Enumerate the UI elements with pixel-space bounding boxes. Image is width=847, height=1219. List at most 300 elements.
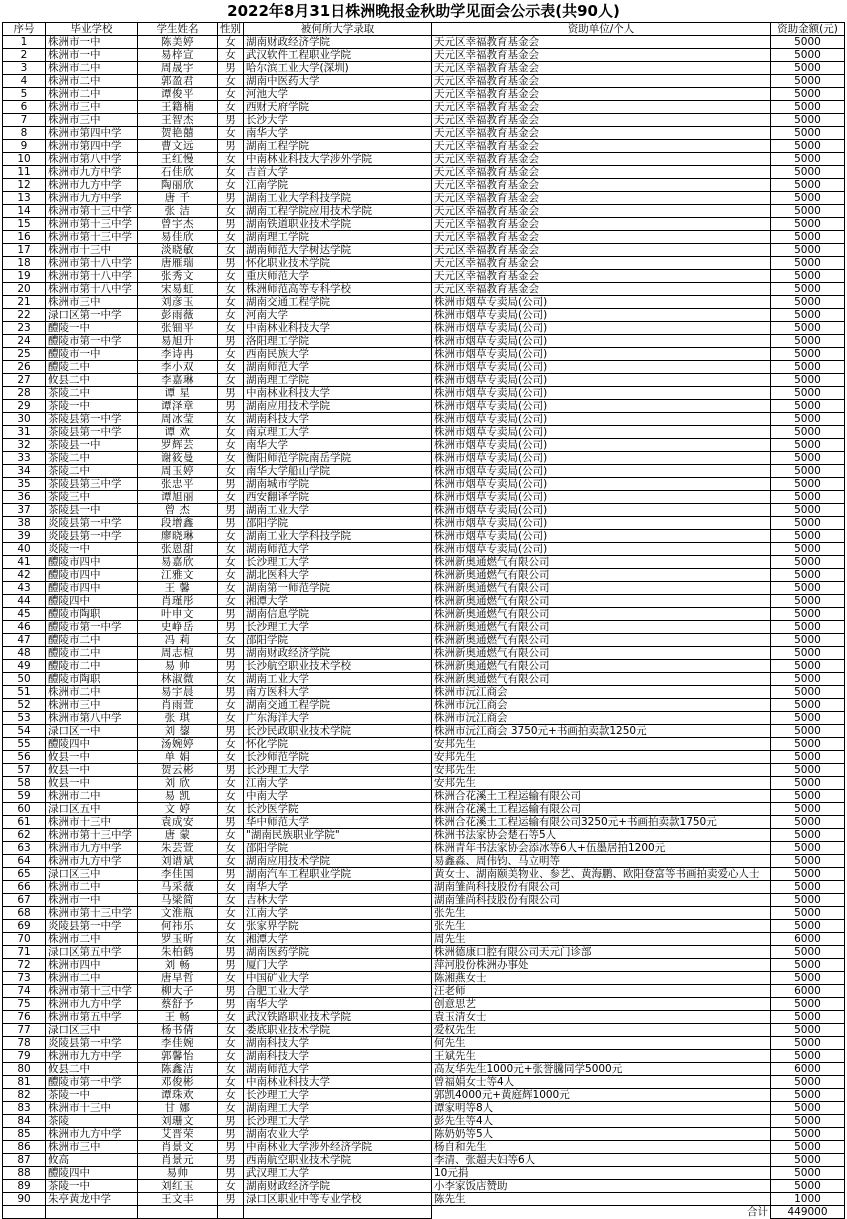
table-row xyxy=(3,205,845,218)
cell-amount: 5000 xyxy=(771,192,845,205)
cell-university: 长沙大学 xyxy=(244,114,432,127)
cell-school: 渌口区第一中学 xyxy=(46,309,138,322)
cell-donor: 株洲合花溪土工程运输有限公司3250元+书画拍卖款1750元 xyxy=(432,816,771,829)
cell-idx: 21 xyxy=(3,296,46,309)
cell-university: 怀化职业技术学院 xyxy=(244,257,432,270)
cell-gender: 女 xyxy=(218,933,244,946)
cell-amount: 5000 xyxy=(771,998,845,1011)
cell-idx: 48 xyxy=(3,647,46,660)
table-row xyxy=(3,1089,845,1102)
cell-gender: 女 xyxy=(218,153,244,166)
cell-idx: 14 xyxy=(3,205,46,218)
cell-school: 株洲市十三中 xyxy=(46,1102,138,1115)
cell-gender: 女 xyxy=(218,972,244,985)
cell-school: 株洲市第十三中学 xyxy=(46,205,138,218)
cell-student-name: 张秀文 xyxy=(138,270,218,283)
cell-idx: 89 xyxy=(3,1180,46,1193)
total-blank xyxy=(3,1206,46,1219)
cell-gender: 女 xyxy=(218,751,244,764)
cell-donor: 安邦先生 xyxy=(432,764,771,777)
cell-donor: 天元区幸福教育基金会 xyxy=(432,270,771,283)
cell-amount: 5000 xyxy=(771,803,845,816)
table-row xyxy=(3,530,845,543)
cell-idx: 60 xyxy=(3,803,46,816)
cell-university: 南华大学 xyxy=(244,439,432,452)
cell-university: 西安翻译学院 xyxy=(244,491,432,504)
cell-school: 茶陵县第一中学 xyxy=(46,426,138,439)
cell-university: 湖南师范大学 xyxy=(244,543,432,556)
table-row xyxy=(3,608,845,621)
cell-amount: 5000 xyxy=(771,530,845,543)
cell-university: 南华大学 xyxy=(244,127,432,140)
table-row xyxy=(3,231,845,244)
cell-amount: 5000 xyxy=(771,621,845,634)
cell-amount: 5000 xyxy=(771,1167,845,1180)
cell-student-name: 郭馨怡 xyxy=(138,1050,218,1063)
cell-amount: 5000 xyxy=(771,127,845,140)
table-row xyxy=(3,400,845,413)
cell-university: 中南林业科技大学涉外学院 xyxy=(244,153,432,166)
cell-university: 湖南财政经济学院 xyxy=(244,36,432,49)
cell-amount: 5000 xyxy=(771,868,845,881)
cell-amount: 5000 xyxy=(771,972,845,985)
cell-university: 江南大学 xyxy=(244,777,432,790)
cell-school: 株洲市二中 xyxy=(46,972,138,985)
cell-student-name: 朱芸萱 xyxy=(138,842,218,855)
cell-idx: 37 xyxy=(3,504,46,517)
cell-school: 炎陵县第一中学 xyxy=(46,1037,138,1050)
cell-gender: 男 xyxy=(218,1141,244,1154)
cell-student-name: 易帅 xyxy=(138,1167,218,1180)
cell-donor: 株洲市烟草专卖局(公司) xyxy=(432,374,771,387)
cell-university: 湖南应用技术学院 xyxy=(244,400,432,413)
table-row xyxy=(3,881,845,894)
cell-amount: 5000 xyxy=(771,1141,845,1154)
cell-school: 炎陵县第一中学 xyxy=(46,920,138,933)
cell-gender: 女 xyxy=(218,296,244,309)
cell-gender: 男 xyxy=(218,62,244,75)
cell-idx: 22 xyxy=(3,309,46,322)
cell-university: 厦门大学 xyxy=(244,959,432,972)
cell-university: 长沙理工大学 xyxy=(244,621,432,634)
cell-gender: 女 xyxy=(218,777,244,790)
cell-university: 中南林业科技大学 xyxy=(244,1076,432,1089)
cell-idx: 15 xyxy=(3,218,46,231)
cell-university: 湖南信息学院 xyxy=(244,608,432,621)
cell-university: 长沙医学院 xyxy=(244,803,432,816)
cell-donor: 天元区幸福教育基金会 xyxy=(432,244,771,257)
cell-university: 湘潭大学 xyxy=(244,595,432,608)
cell-university: 江南大学 xyxy=(244,907,432,920)
cell-amount: 5000 xyxy=(771,374,845,387)
cell-student-name: 唐早哲 xyxy=(138,972,218,985)
cell-gender: 男 xyxy=(218,335,244,348)
cell-university: 湖南科技大学 xyxy=(244,413,432,426)
cell-amount: 5000 xyxy=(771,439,845,452)
cell-school: 株洲市三中 xyxy=(46,1141,138,1154)
cell-idx: 43 xyxy=(3,582,46,595)
cell-donor: 谭家明等8人 xyxy=(432,1102,771,1115)
cell-idx: 87 xyxy=(3,1154,46,1167)
cell-student-name: 陈鑫洁 xyxy=(138,1063,218,1076)
cell-amount: 5000 xyxy=(771,179,845,192)
table-row xyxy=(3,959,845,972)
cell-university: 渌口区职业中等专业学校 xyxy=(244,1193,432,1206)
cell-idx: 84 xyxy=(3,1115,46,1128)
cell-school: 朱亭黄龙中学 xyxy=(46,1193,138,1206)
cell-gender: 男 xyxy=(218,764,244,777)
cell-gender: 女 xyxy=(218,569,244,582)
cell-amount: 5000 xyxy=(771,569,845,582)
cell-university: "湖南民族职业学院" xyxy=(244,829,432,842)
cell-school: 株洲市二中 xyxy=(46,88,138,101)
table-row xyxy=(3,985,845,998)
cell-student-name: 淡晓敏 xyxy=(138,244,218,257)
cell-donor: 天元区幸福教育基金会 xyxy=(432,75,771,88)
cell-amount: 5000 xyxy=(771,829,845,842)
cell-idx: 12 xyxy=(3,179,46,192)
cell-gender: 女 xyxy=(218,738,244,751)
header-name: 学生姓名 xyxy=(138,23,218,36)
cell-gender: 女 xyxy=(218,348,244,361)
cell-student-name: 李佳婉 xyxy=(138,1037,218,1050)
table-row xyxy=(3,712,845,725)
cell-donor: 天元区幸福教育基金会 xyxy=(432,192,771,205)
cell-student-name: 易旭升 xyxy=(138,335,218,348)
table-row xyxy=(3,751,845,764)
cell-idx: 30 xyxy=(3,413,46,426)
cell-school: 株洲市一中 xyxy=(46,49,138,62)
cell-student-name: 谢筱曼 xyxy=(138,452,218,465)
total-blank xyxy=(138,1206,218,1219)
cell-university: 湖南工业大学 xyxy=(244,673,432,686)
cell-university: 江南学院 xyxy=(244,179,432,192)
cell-donor: 陈奶奶等5人 xyxy=(432,1128,771,1141)
cell-student-name: 段增鑫 xyxy=(138,517,218,530)
cell-idx: 31 xyxy=(3,426,46,439)
cell-amount: 5000 xyxy=(771,842,845,855)
cell-donor: 株洲市烟草专卖局(公司) xyxy=(432,491,771,504)
cell-school: 株洲市第四中学 xyxy=(46,127,138,140)
cell-university: 湖南工程学院 xyxy=(244,140,432,153)
cell-donor: 湖南雏尚科技股份有限公司 xyxy=(432,894,771,907)
cell-student-name: 林淑微 xyxy=(138,673,218,686)
table-row xyxy=(3,36,845,49)
cell-gender: 男 xyxy=(218,946,244,959)
table-row xyxy=(3,907,845,920)
cell-school: 株洲市第五中学 xyxy=(46,1011,138,1024)
cell-gender: 女 xyxy=(218,881,244,894)
total-row xyxy=(3,1206,845,1219)
cell-amount: 5000 xyxy=(771,504,845,517)
cell-university: 长沙理工大学 xyxy=(244,764,432,777)
table-row xyxy=(3,764,845,777)
cell-school: 攸县二中 xyxy=(46,1063,138,1076)
cell-idx: 72 xyxy=(3,959,46,972)
header-university: 被何所大学录取 xyxy=(244,23,432,36)
cell-school: 渌口区第五中学 xyxy=(46,946,138,959)
cell-gender: 男 xyxy=(218,868,244,881)
cell-student-name: 曹文远 xyxy=(138,140,218,153)
cell-university: 湖南工程学院应用技术学院 xyxy=(244,205,432,218)
cell-amount: 5000 xyxy=(771,556,845,569)
cell-university: 中南大学 xyxy=(244,790,432,803)
cell-amount: 5000 xyxy=(771,296,845,309)
cell-university: 武汉软件工程职业学院 xyxy=(244,49,432,62)
cell-school: 株洲市四中 xyxy=(46,959,138,972)
cell-student-name: 彭雨薇 xyxy=(138,309,218,322)
cell-university: 长沙民政职业技术学院 xyxy=(244,725,432,738)
cell-university: 湖南师范大学 xyxy=(244,1063,432,1076)
cell-student-name: 肖景文 xyxy=(138,1141,218,1154)
cell-school: 茶陵县第三中学 xyxy=(46,478,138,491)
cell-gender: 女 xyxy=(218,36,244,49)
table-row xyxy=(3,153,845,166)
cell-amount: 5000 xyxy=(771,1180,845,1193)
cell-donor: 陈先生 xyxy=(432,1193,771,1206)
cell-university: 合肥工业大学 xyxy=(244,985,432,998)
cell-idx: 68 xyxy=(3,907,46,920)
cell-donor: 天元区幸福教育基金会 xyxy=(432,218,771,231)
cell-school: 株洲市第八中学 xyxy=(46,712,138,725)
cell-gender: 女 xyxy=(218,1037,244,1050)
cell-donor: 何先生 xyxy=(432,1037,771,1050)
cell-gender: 女 xyxy=(218,1050,244,1063)
cell-student-name: 刘 畅 xyxy=(138,959,218,972)
cell-university: 湖南中医药大学 xyxy=(244,75,432,88)
cell-student-name: 文 婷 xyxy=(138,803,218,816)
cell-gender: 男 xyxy=(218,725,244,738)
cell-student-name: 廖晓琳 xyxy=(138,530,218,543)
cell-school: 株洲市二中 xyxy=(46,933,138,946)
cell-idx: 82 xyxy=(3,1089,46,1102)
table-row xyxy=(3,491,845,504)
cell-university: 中南林业科技大学 xyxy=(244,387,432,400)
cell-student-name: 周晟宇 xyxy=(138,62,218,75)
cell-student-name: 曾宇杰 xyxy=(138,218,218,231)
cell-amount: 5000 xyxy=(771,647,845,660)
cell-student-name: 张 琪 xyxy=(138,712,218,725)
cell-student-name: 张忠平 xyxy=(138,478,218,491)
cell-gender: 女 xyxy=(218,634,244,647)
cell-amount: 5000 xyxy=(771,491,845,504)
cell-amount: 5000 xyxy=(771,309,845,322)
table-row xyxy=(3,62,845,75)
header-amount: 资助金额(元) xyxy=(771,23,845,36)
cell-donor: 株洲新奥通燃气有限公司 xyxy=(432,621,771,634)
cell-student-name: 江雅文 xyxy=(138,569,218,582)
cell-amount: 5000 xyxy=(771,738,845,751)
cell-school: 醴陵市一中 xyxy=(46,348,138,361)
cell-donor: 李清、张超夫妇等6人 xyxy=(432,1154,771,1167)
cell-gender: 女 xyxy=(218,413,244,426)
cell-school: 株洲市第十八中学 xyxy=(46,270,138,283)
cell-amount: 5000 xyxy=(771,543,845,556)
cell-amount: 5000 xyxy=(771,205,845,218)
cell-school: 炎陵县第一中学 xyxy=(46,530,138,543)
cell-idx: 19 xyxy=(3,270,46,283)
cell-school: 株洲市二中 xyxy=(46,881,138,894)
cell-idx: 17 xyxy=(3,244,46,257)
cell-university: 长沙理工大学 xyxy=(244,556,432,569)
cell-school: 株洲市二中 xyxy=(46,790,138,803)
cell-amount: 5000 xyxy=(771,361,845,374)
cell-gender: 女 xyxy=(218,1180,244,1193)
table-row xyxy=(3,1024,845,1037)
cell-donor: 彭先生等4人 xyxy=(432,1115,771,1128)
cell-university: 湘潭大学 xyxy=(244,933,432,946)
cell-university: 湖南汽车工程职业学院 xyxy=(244,868,432,881)
cell-student-name: 石佳欣 xyxy=(138,166,218,179)
cell-school: 攸县一中 xyxy=(46,764,138,777)
table-row xyxy=(3,1063,845,1076)
cell-university: 华中师范大学 xyxy=(244,816,432,829)
total-blank xyxy=(244,1206,432,1219)
cell-donor: 株洲新奥通燃气有限公司 xyxy=(432,660,771,673)
cell-donor: 天元区幸福教育基金会 xyxy=(432,62,771,75)
cell-idx: 62 xyxy=(3,829,46,842)
cell-school: 炎陵县第一中学 xyxy=(46,517,138,530)
cell-student-name: 李佳国 xyxy=(138,868,218,881)
table-row xyxy=(3,543,845,556)
cell-amount: 5000 xyxy=(771,1024,845,1037)
cell-idx: 24 xyxy=(3,335,46,348)
cell-gender: 女 xyxy=(218,582,244,595)
cell-school: 株洲市三中 xyxy=(46,699,138,712)
cell-idx: 3 xyxy=(3,62,46,75)
cell-donor: 安邦先生 xyxy=(432,738,771,751)
cell-student-name: 艾晋荣 xyxy=(138,1128,218,1141)
cell-university: 南方医科大学 xyxy=(244,686,432,699)
total-label: 合计 xyxy=(747,1205,768,1218)
table-row xyxy=(3,140,845,153)
cell-idx: 41 xyxy=(3,556,46,569)
cell-student-name: 史峥岳 xyxy=(138,621,218,634)
table-row xyxy=(3,595,845,608)
cell-gender: 女 xyxy=(218,595,244,608)
table-row xyxy=(3,777,845,790)
cell-gender: 女 xyxy=(218,75,244,88)
cell-school: 茶陵三中 xyxy=(46,491,138,504)
cell-gender: 女 xyxy=(218,712,244,725)
cell-idx: 7 xyxy=(3,114,46,127)
cell-gender: 男 xyxy=(218,1154,244,1167)
cell-university: 湖南交通工程学院 xyxy=(244,699,432,712)
cell-school: 醴陵市第一中学 xyxy=(46,1076,138,1089)
cell-gender: 女 xyxy=(218,699,244,712)
cell-amount: 5000 xyxy=(771,49,845,62)
cell-student-name: 周玉婷 xyxy=(138,465,218,478)
cell-idx: 49 xyxy=(3,660,46,673)
table-row xyxy=(3,270,845,283)
cell-gender: 男 xyxy=(218,1115,244,1128)
cell-school: 攸县一中 xyxy=(46,751,138,764)
cell-idx: 4 xyxy=(3,75,46,88)
cell-idx: 23 xyxy=(3,322,46,335)
cell-idx: 27 xyxy=(3,374,46,387)
cell-school: 茶陵二中 xyxy=(46,387,138,400)
cell-university: 长沙航空职业技术学校 xyxy=(244,660,432,673)
cell-idx: 40 xyxy=(3,543,46,556)
cell-school: 株洲市二中 xyxy=(46,75,138,88)
cell-gender: 男 xyxy=(218,400,244,413)
cell-student-name: 谭珠欢 xyxy=(138,1089,218,1102)
cell-idx: 61 xyxy=(3,816,46,829)
cell-school: 醴陵四中 xyxy=(46,738,138,751)
cell-idx: 79 xyxy=(3,1050,46,1063)
cell-gender: 女 xyxy=(218,530,244,543)
cell-idx: 86 xyxy=(3,1141,46,1154)
cell-donor: 袁玉清女士 xyxy=(432,1011,771,1024)
cell-university: 河南大学 xyxy=(244,309,432,322)
cell-amount: 5000 xyxy=(771,387,845,400)
cell-donor: 天元区幸福教育基金会 xyxy=(432,88,771,101)
cell-school: 渌口区五中 xyxy=(46,803,138,816)
cell-donor: 天元区幸福教育基金会 xyxy=(432,283,771,296)
cell-donor: 株洲新奥通燃气有限公司 xyxy=(432,582,771,595)
cell-university: 湖南工业大学 xyxy=(244,504,432,517)
cell-student-name: 叶申文 xyxy=(138,608,218,621)
cell-amount: 5000 xyxy=(771,452,845,465)
table-row xyxy=(3,998,845,1011)
cell-school: 株洲市九方中学 xyxy=(46,1050,138,1063)
cell-university: 吉首大学 xyxy=(244,166,432,179)
cell-idx: 6 xyxy=(3,101,46,114)
cell-gender: 男 xyxy=(218,1128,244,1141)
cell-amount: 5000 xyxy=(771,946,845,959)
cell-student-name: 王文丰 xyxy=(138,1193,218,1206)
cell-school: 醴陵市陶职 xyxy=(46,673,138,686)
cell-idx: 25 xyxy=(3,348,46,361)
cell-donor: 汪老师 xyxy=(432,985,771,998)
table-row xyxy=(3,790,845,803)
cell-donor: 株洲市沅江商会 xyxy=(432,699,771,712)
cell-school: 株洲市第四中学 xyxy=(46,140,138,153)
cell-idx: 28 xyxy=(3,387,46,400)
cell-gender: 女 xyxy=(218,842,244,855)
cell-idx: 90 xyxy=(3,1193,46,1206)
cell-idx: 75 xyxy=(3,998,46,1011)
cell-donor: 株洲市烟草专卖局(公司) xyxy=(432,452,771,465)
cell-donor: 安邦先生 xyxy=(432,777,771,790)
cell-amount: 6000 xyxy=(771,985,845,998)
cell-idx: 32 xyxy=(3,439,46,452)
cell-amount: 5000 xyxy=(771,270,845,283)
cell-amount: 5000 xyxy=(771,699,845,712)
cell-amount: 5000 xyxy=(771,88,845,101)
cell-university: 衡阳师范学院南岳学院 xyxy=(244,452,432,465)
cell-university: 湖南理工学院 xyxy=(244,374,432,387)
cell-donor: 高友华先生1000元+张誉騰同学5000元 xyxy=(432,1063,771,1076)
cell-amount: 5000 xyxy=(771,62,845,75)
cell-gender: 女 xyxy=(218,127,244,140)
cell-donor: 张先生 xyxy=(432,907,771,920)
cell-university: 湖南第一师范学院 xyxy=(244,582,432,595)
table-row xyxy=(3,569,845,582)
page-title: 2022年8月31日株洲晚报金秋助学见面会公示表(共90人) xyxy=(227,2,620,20)
cell-idx: 66 xyxy=(3,881,46,894)
cell-amount: 5000 xyxy=(771,140,845,153)
cell-school: 醴陵市陶职 xyxy=(46,608,138,621)
cell-university: 株洲师范高等专科学校 xyxy=(244,283,432,296)
cell-student-name: 刘珊文 xyxy=(138,1115,218,1128)
cell-amount: 5000 xyxy=(771,517,845,530)
table-row xyxy=(3,621,845,634)
cell-university: 娄底职业技术学院 xyxy=(244,1024,432,1037)
cell-donor: 株洲德康口腔有限公司天元门诊部 xyxy=(432,946,771,959)
cell-donor: 天元区幸福教育基金会 xyxy=(432,140,771,153)
cell-amount: 6000 xyxy=(771,1063,845,1076)
